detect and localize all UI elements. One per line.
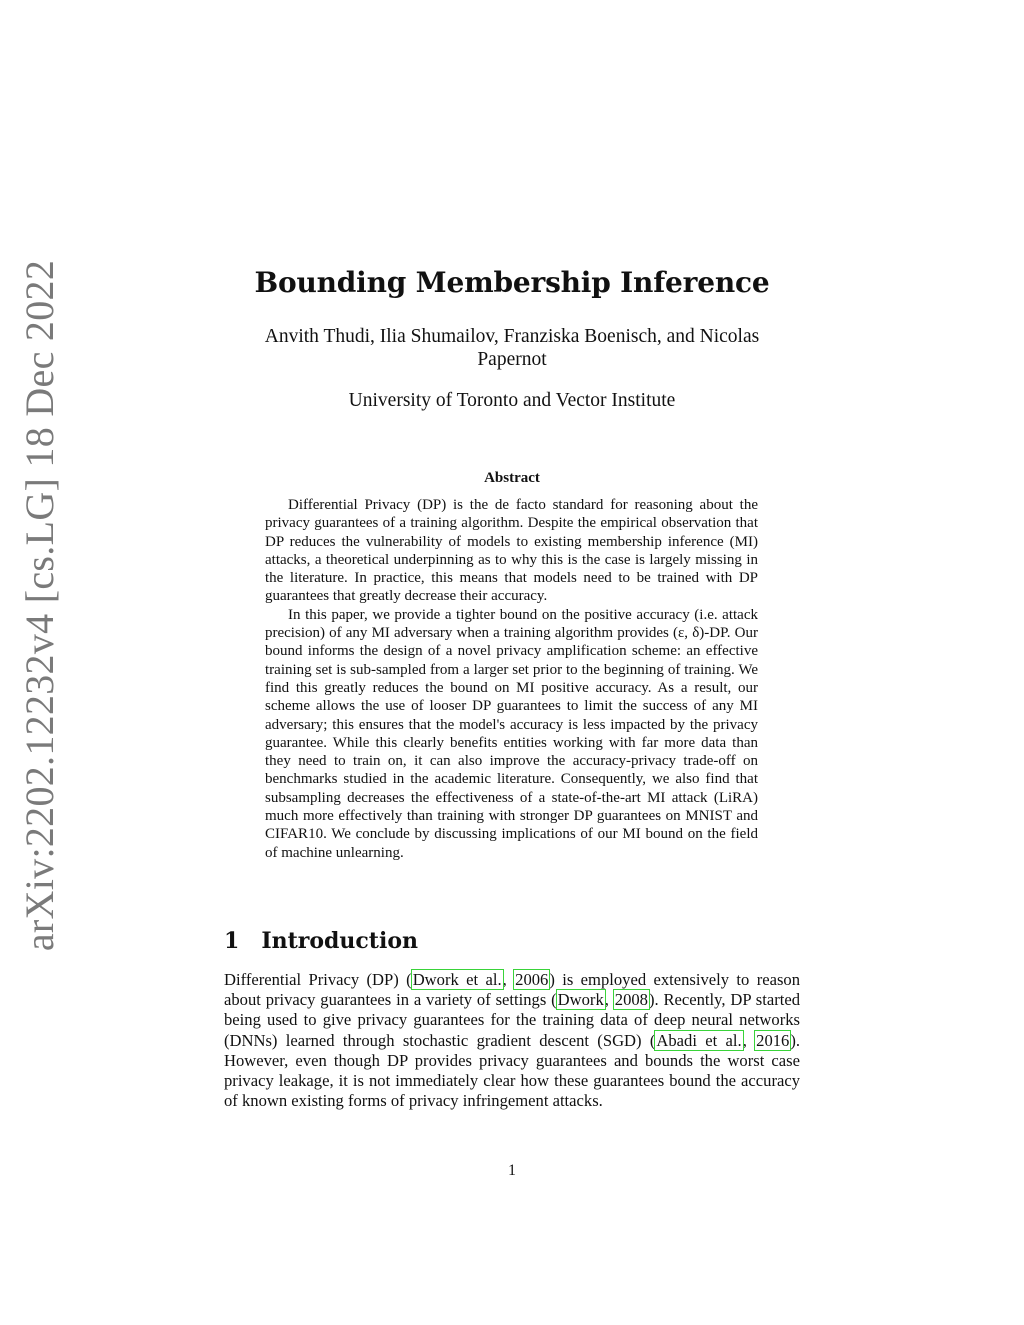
intro-text-2: , — [502, 970, 515, 989]
author-list: Anvith Thudi, Ilia Shumailov, Franziska Boenisch, and Nicolas Papernot — [264, 326, 760, 370]
intro-text-7: ). However, even though DP provides privacy guarantees and bounds the worst case privacy leakage, it is not immediately clear how these guarantees bound the accuracy of known existing forms of privacy infringement attacks. — [224, 1030, 801, 1111]
abstract-heading: Abstract — [484, 470, 540, 486]
intro-text-3: ) is employed extensively to reason about privacy guarantees in a variety of settings ( — [224, 970, 801, 1010]
intro-text-4: , — [604, 990, 614, 1010]
citation-link-abadi-2016-year[interactable]: 2016 — [756, 1030, 790, 1050]
abstract-body — [265, 496, 758, 862]
citation-link-dwork-2006-author[interactable]: Dwork et al. — [412, 970, 502, 989]
arxiv-identifier-text: arXiv:2202.12232v4 [cs.LG] 18 Dec 2022 — [17, 259, 63, 951]
citation-link-abadi-2016-author[interactable]: Abadi et al. — [656, 1030, 742, 1050]
abstract-paragraph-2: In this paper, we provide a tighter bound on the positive accuracy (i.e. attack precision) of any MI adversary when a training algorithm provides (ε, δ)-DP. Our bound informs the design of a novel privacy amplification scheme: an effective training set is sub-sampled from a larger set prior to the beginning of training. We find this greatly reduces the bound on MI positive accuracy. As a result, our scheme allows the use of looser DP guarantees to limit the success of any MI adversary; this ensures that the model's accuracy is less impacted by the privacy guarantee. While this clearly benefits entities working with far more data than they need to train on, it can also improve the accuracy-privacy trade-off on benchmarks studied in the academic literature. Consequently, we also find that subsampling decreases the effectiveness of a state-of-the-art MI attack (LiRA) much more effectively than training with stronger DP guarantees on MNIST and CIFAR10. We conclude by discussing implications of our MI bound on the field of machine unlearning. — [265, 606, 758, 861]
intro-text-6: , — [742, 1030, 756, 1050]
arxiv-identifier-stamp — [8, 260, 72, 950]
section-heading-introduction — [224, 928, 418, 954]
intro-text-1: Differential Privacy (DP) ( — [224, 970, 412, 989]
citation-link-dwork-2006-year[interactable]: 2006 — [515, 970, 549, 989]
section-title: Introduction — [261, 928, 418, 954]
intro-text-5: ). Recently, DP started being used to give privacy guarantees for the training data of deep neural networks (DNNs) learned through stochastic gradient descent (SGD) ( — [224, 990, 801, 1050]
affiliation: University of Toronto and Vector Institute — [348, 390, 676, 411]
abstract-paragraph-1: Differential Privacy (DP) is the de facto standard for reasoning about the privacy guarantees of a training algorithm. Despite the empirical observation that DP reduces the vulnerability of models to existing membership inference (MI) attacks, a theoretical underpinning as to why this is the case is largely missing in the literature. In practice, this means that models need to be trained with DP guarantees that greatly decrease their accuracy. — [265, 497, 758, 605]
section-number: 1 — [224, 928, 240, 954]
citation-link-dwork-2008-author[interactable]: Dwork — [557, 990, 604, 1010]
page-number: 1 — [508, 1162, 516, 1179]
introduction-paragraph — [224, 970, 800, 1111]
paper-title: Bounding Membership Inference — [254, 266, 770, 299]
citation-link-dwork-2008-year[interactable]: 2008 — [614, 990, 648, 1010]
